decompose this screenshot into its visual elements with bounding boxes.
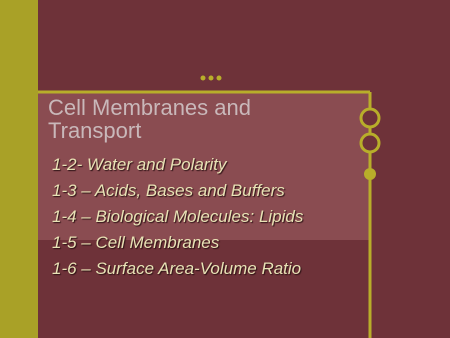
list-item: 1-6 – Surface Area-Volume Ratio (52, 259, 302, 278)
list-item: 1-3 – Acids, Bases and Buffers (52, 181, 285, 200)
list-item: 1-2- Water and Polarity (52, 155, 227, 174)
left-accent-bar (0, 0, 38, 338)
slide-title: Cell Membranes and Transport (48, 95, 251, 143)
dots-ornament-icon (201, 76, 222, 81)
list-item: 1-4 – Biological Molecules: Lipids (52, 207, 304, 226)
list-item: 1-5 – Cell Membranes (52, 233, 220, 252)
bullet-list (52, 152, 303, 282)
